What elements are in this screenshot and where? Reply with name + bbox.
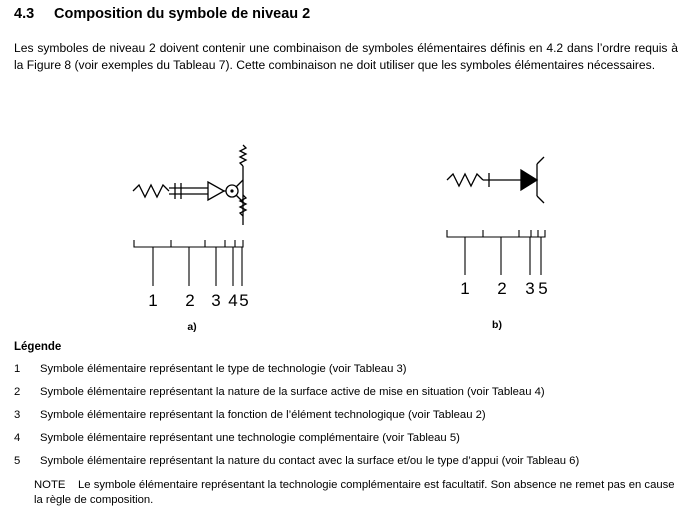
label-b-5: 5 [538,279,548,298]
section-title: Composition du symbole de niveau 2 [54,6,311,22]
legend-title: Légende [14,341,62,353]
figure-8 [0,130,693,335]
legend-item-text: Symbole élémentaire représentant la nature de la surface active de mise en situation (voir Tableau 4) [40,386,545,398]
brackets-a [134,240,243,286]
label-a-4: 4 [228,291,238,310]
caption-b: b) [492,319,502,331]
legend-item-number: 2 [14,386,21,398]
legend-item-number: 3 [14,409,21,421]
body-paragraph: Les symboles de niveau 2 doivent contenir une combinaison de symboles élémentaires définis en 4.2 dans l’ordre requis à la Figure 8 (voir exemples du Tableau 7). Cette combinaison ne doit utiliser que les symboles élémentaires nécessaires. [14,41,678,72]
labels-b [460,279,547,331]
symbol-a [133,145,246,286]
label-a-2: 2 [185,291,195,310]
legend-item-number: 5 [14,455,21,467]
label-a-3: 3 [211,291,221,310]
section-heading [14,6,310,22]
solid-arrow-icon [521,170,537,190]
legend-item-text: Symbole élémentaire représentant la fonction de l’élément technologique (voir Tableau 2) [40,409,486,421]
legend-item-text: Symbole élémentaire représentant une technologie complémentaire (voir Tableau 5) [40,432,460,444]
label-b-3: 3 [525,279,535,298]
arrow-icon [208,182,224,200]
legend-item-number: 1 [14,363,21,375]
label-b-1: 1 [460,279,470,298]
legend-item-number: 4 [14,432,21,444]
zigzag-icon [133,185,169,197]
note [34,478,682,508]
note-label: NOTE [34,479,66,491]
symbol-b [447,157,545,275]
caption-a: a) [187,321,197,333]
label-a-1: 1 [148,291,158,310]
legend-item-text: Symbole élémentaire représentant la nature du contact avec la surface et/ou le type d’appui (voir Tableau 6) [40,455,580,467]
label-a-5: 5 [239,291,249,310]
section-number: 4.3 [14,6,35,22]
legend-item-text: Symbole élémentaire représentant le type de technologie (voir Tableau 3) [40,363,407,375]
zigzag-icon [447,174,483,186]
brackets-b [447,230,545,275]
labels-a [148,291,248,333]
note-text: Le symbole élémentaire représentant la technologie complémentaire est facultatif. Son absence ne remet pas en cause la règle de composition. [34,479,675,506]
label-b-2: 2 [497,279,507,298]
